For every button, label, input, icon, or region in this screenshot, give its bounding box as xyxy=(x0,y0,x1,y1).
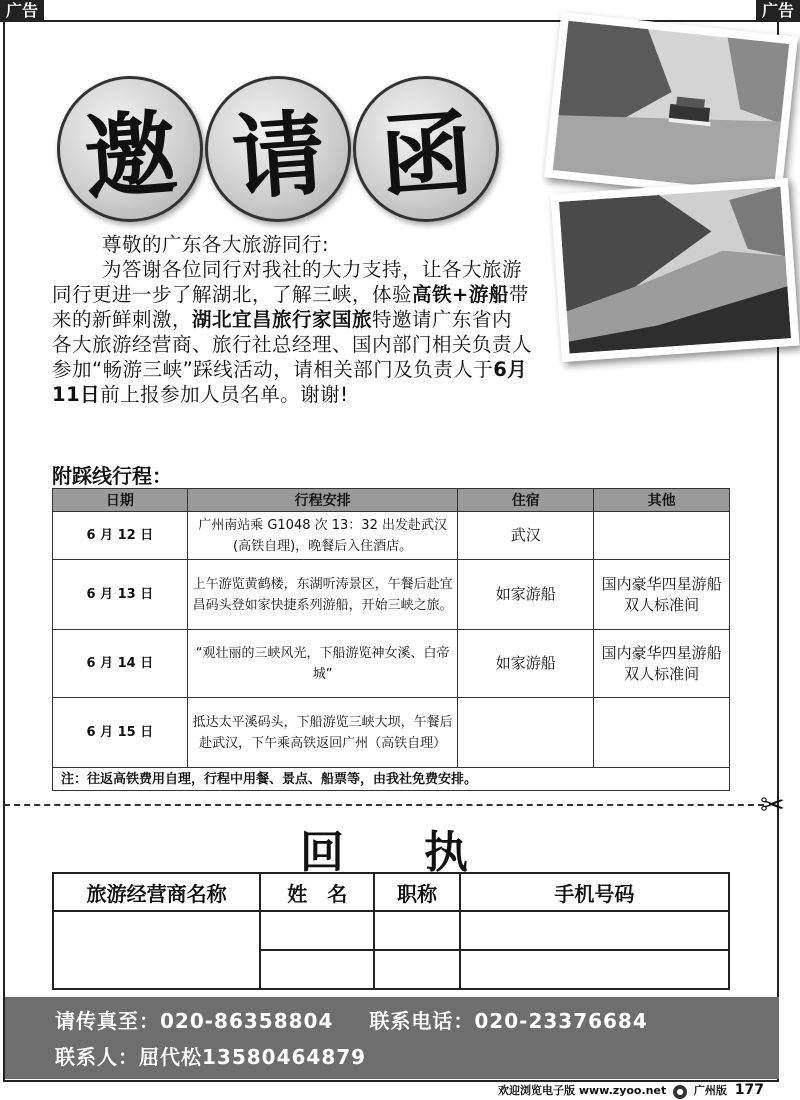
footer-row-contact xyxy=(55,1041,366,1070)
itinerary-title: 附踩线行程： xyxy=(52,464,172,488)
table-row xyxy=(53,698,730,768)
contact-person: 屈代松13580464879 xyxy=(139,1045,367,1069)
itinerary-header-stay: 住宿 xyxy=(458,489,594,512)
ad-label-right: 广告 xyxy=(756,0,800,22)
row-plan: 广州南站乘 G1048 次 13：32 出发赴武汉(高铁自理)，晚餐后入住酒店。 xyxy=(187,512,458,560)
headline-circle-2 xyxy=(205,76,351,222)
reply-title-field[interactable] xyxy=(374,911,460,950)
reply-name-field[interactable] xyxy=(260,911,374,950)
itinerary-header-row xyxy=(53,489,730,512)
row-other xyxy=(594,512,730,560)
row-other: 国内豪华四星游船双人标准间 xyxy=(594,560,730,630)
table-row xyxy=(53,630,730,698)
cut-line xyxy=(4,804,764,806)
row-date: 6 月 15 日 xyxy=(53,698,188,768)
reply-name-field[interactable] xyxy=(260,950,374,989)
row-stay: 如家游船 xyxy=(458,560,594,630)
page-number: 177 xyxy=(734,1082,764,1098)
headline-circle-3 xyxy=(353,76,499,222)
page-footer-edition: 广州版 xyxy=(693,1084,727,1097)
fax-number: 020-86358804 xyxy=(160,1009,334,1033)
contact-label: 联系人： xyxy=(55,1045,139,1069)
reply-form-table xyxy=(52,872,730,990)
row-stay: 如家游船 xyxy=(458,630,594,698)
scissors-icon: ✂ xyxy=(760,788,786,823)
letter-body-segment-3: 特邀请广东省内各大旅游经营商、旅行社总经理、国内部门相关负责人参加“畅游三峡”踩线活动，请相关部门及负责人于 xyxy=(52,308,533,381)
phone-number: 020-23376684 xyxy=(474,1009,648,1033)
reply-phone-field[interactable] xyxy=(460,911,729,950)
letter-greeting: 尊敬的广东各大旅游同行: xyxy=(102,233,330,256)
edition-badge-icon: ● xyxy=(673,1085,687,1099)
reply-header-company: 旅游经营商名称 xyxy=(53,873,260,911)
row-date: 6 月 14 日 xyxy=(53,630,188,698)
table-row xyxy=(53,512,730,560)
headline-char-3: 函 xyxy=(376,98,477,214)
headline-char-1: 邀 xyxy=(80,98,181,214)
row-date: 6 月 12 日 xyxy=(53,512,188,560)
itinerary-header-plan: 行程安排 xyxy=(187,489,458,512)
fax-label: 请传真至： xyxy=(55,1009,160,1033)
row-plan: 抵达太平溪码头，下船游览三峡大坝，午餐后赴武汉，下午乘高铁返回广州（高铁自理） xyxy=(187,698,458,768)
row-plan: “观壮丽的三峡风光，下船游览神女溪、白帝城” xyxy=(187,630,458,698)
row-plan: 上午游览黄鹤楼，东湖听涛景区，午餐后赴宜昌码头登如家快捷系列游船，开始三峡之旅。 xyxy=(187,560,458,630)
itinerary-header-date: 日期 xyxy=(53,489,188,512)
letter-highlight-rail-cruise: 高铁+游船 xyxy=(412,283,509,306)
itinerary-note-row xyxy=(53,768,730,791)
reply-phone-field[interactable] xyxy=(460,950,729,989)
contact-footer xyxy=(5,997,779,1079)
table-row xyxy=(53,560,730,630)
page-footer-text: 欢迎浏览电子版 www.zyoo.net xyxy=(498,1084,667,1097)
itinerary-table xyxy=(52,488,730,791)
letter-body xyxy=(52,257,532,407)
reply-header-phone: 手机号码 xyxy=(460,873,729,911)
row-date: 6 月 13 日 xyxy=(53,560,188,630)
letter-body-segment-2: 带来的新鲜刺激， xyxy=(52,283,529,331)
headline-circle-1 xyxy=(57,76,203,222)
row-stay: 武汉 xyxy=(458,512,594,560)
row-other xyxy=(594,698,730,768)
reply-title-field[interactable] xyxy=(374,950,460,989)
headline-char-2: 请 xyxy=(228,98,329,214)
invitation-letter xyxy=(52,232,532,407)
photo-three-gorges-ship xyxy=(544,12,798,202)
footer-row-fax-phone xyxy=(55,1005,648,1034)
letter-body-segment-4: 前上报参加人员名单。谢谢! xyxy=(100,383,349,406)
page-footer xyxy=(498,1082,764,1099)
photo-three-gorges-landscape xyxy=(550,178,799,362)
reply-header-title: 职称 xyxy=(374,873,460,911)
row-other: 国内豪华四星游船双人标准间 xyxy=(594,630,730,698)
ad-label-left: 广告 xyxy=(0,0,44,22)
letter-highlight-deadline: 6月11日 xyxy=(52,358,528,406)
reply-header-name: 姓 名 xyxy=(260,873,374,911)
reply-form-row xyxy=(53,911,729,950)
row-stay xyxy=(458,698,594,768)
reply-header-row xyxy=(53,873,729,911)
reply-company-field[interactable] xyxy=(53,911,260,989)
itinerary-header-other: 其他 xyxy=(594,489,730,512)
letter-body-segment-1: 为答谢各位同行对我社的大力支持，让各大旅游同行更进一步了解湖北，了解三峡，体验 xyxy=(52,258,523,306)
phone-label: 联系电话： xyxy=(369,1009,475,1033)
letter-highlight-agency: 湖北宜昌旅行家国旅 xyxy=(192,308,373,331)
itinerary-note: 注：往返高铁费用自理，行程中用餐、景点、船票等，由我社免费安排。 xyxy=(53,768,730,791)
reply-title: 回执 xyxy=(300,827,548,878)
